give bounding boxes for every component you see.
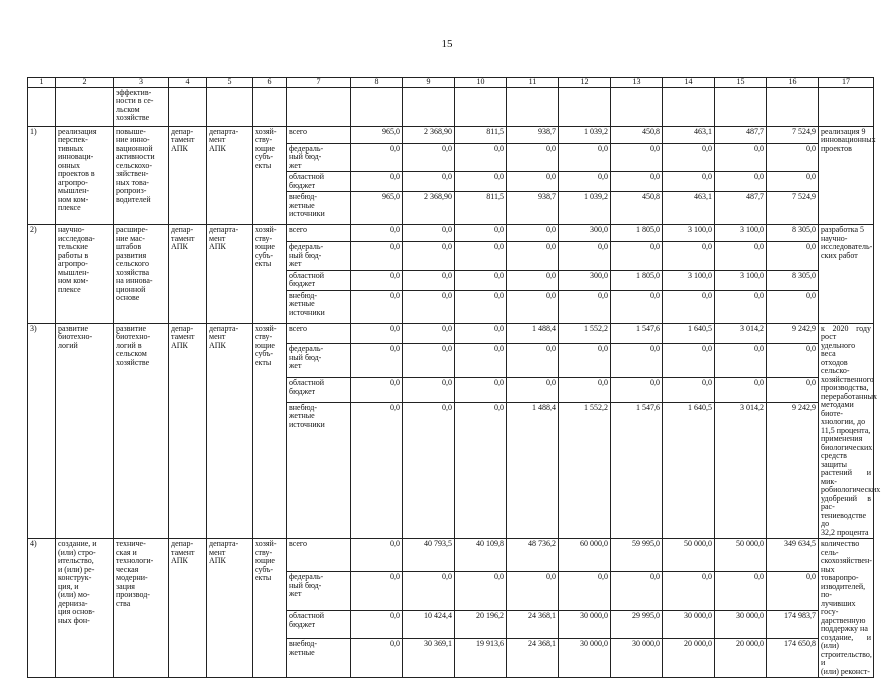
amount-cell: 0,0 xyxy=(663,290,715,323)
amount-cell: 0,0 xyxy=(559,572,611,611)
continuation-cell xyxy=(287,87,351,126)
amount-cell: 0,0 xyxy=(507,270,559,290)
funding-source: всего xyxy=(287,225,351,242)
column-header-13: 13 xyxy=(611,78,663,88)
funding-source: всего xyxy=(287,323,351,344)
continuation-cell xyxy=(253,87,287,126)
amount-cell: 0,0 xyxy=(455,402,507,538)
funding-source: областной бюджет xyxy=(287,378,351,402)
amount-cell: 0,0 xyxy=(403,242,455,271)
amount-cell: 50 000,0 xyxy=(715,539,767,572)
participants: хозяй- ству- ющие субъ- екты xyxy=(253,539,287,678)
amount-cell: 19 913,6 xyxy=(455,639,507,678)
program-table xyxy=(27,77,881,678)
amount-cell: 1 547,6 xyxy=(611,323,663,344)
amount-cell: 463,1 xyxy=(663,126,715,143)
measure-goal: техниче- ская и технологи- ческая модерни- зация производ- ства xyxy=(114,539,169,678)
amount-cell: 1 039,2 xyxy=(559,126,611,143)
co-executor: департа- мент АПК xyxy=(207,539,253,678)
amount-cell: 0,0 xyxy=(663,242,715,271)
amount-cell: 0,0 xyxy=(455,290,507,323)
amount-cell: 0,0 xyxy=(663,143,715,172)
amount-cell: 1 640,5 xyxy=(663,323,715,344)
page-number: 15 xyxy=(441,38,453,50)
expected-result: разработка 5 научно- исследователь- ских работ xyxy=(819,225,874,324)
amount-cell: 965,0 xyxy=(351,192,403,225)
amount-cell: 1 039,2 xyxy=(559,192,611,225)
amount-cell: 487,7 xyxy=(715,192,767,225)
continuation-cell xyxy=(767,87,819,126)
amount-cell: 0,0 xyxy=(403,143,455,172)
amount-cell: 0,0 xyxy=(663,378,715,402)
column-header-15: 15 xyxy=(715,78,767,88)
amount-cell: 0,0 xyxy=(767,242,819,271)
amount-cell: 0,0 xyxy=(351,378,403,402)
amount-cell: 0,0 xyxy=(351,290,403,323)
continuation-cell xyxy=(611,87,663,126)
amount-cell: 9 242,9 xyxy=(767,323,819,344)
continuation-cell xyxy=(403,87,455,126)
amount-cell: 0,0 xyxy=(611,290,663,323)
funding-source: всего xyxy=(287,539,351,572)
amount-cell: 0,0 xyxy=(559,378,611,402)
amount-cell: 0,0 xyxy=(403,402,455,538)
amount-cell: 30 000,0 xyxy=(715,611,767,639)
amount-cell: 59 995,0 xyxy=(611,539,663,572)
continuation-cell xyxy=(663,87,715,126)
amount-cell: 0,0 xyxy=(455,143,507,172)
amount-cell: 811,5 xyxy=(455,192,507,225)
amount-cell: 0,0 xyxy=(767,290,819,323)
participants: хозяй- ству- ющие субъ- екты xyxy=(253,323,287,539)
measure-name: создание, и (или) стро- ительство, и (или) ре- конструк- ция, и (или) мо- дерниза- ция основ- ных фон- xyxy=(56,539,114,678)
column-header-17: 17 xyxy=(819,78,874,88)
amount-cell: 30 000,0 xyxy=(559,639,611,678)
expected-result: количество сель- скохозяйствен- ных товаропро- изводителей, по- лучивших госу- дарственную поддержку на создание, и (или) строительство, и (или) реконст- xyxy=(819,539,874,678)
amount-cell: 0,0 xyxy=(715,242,767,271)
amount-cell: 9 242,9 xyxy=(767,402,819,538)
funding-source: федераль- ный бюд- жет xyxy=(287,143,351,172)
continuation-cell xyxy=(507,87,559,126)
amount-cell: 20 196,2 xyxy=(455,611,507,639)
amount-cell: 20 000,0 xyxy=(663,639,715,678)
amount-cell: 0,0 xyxy=(403,290,455,323)
column-header-4: 4 xyxy=(169,78,207,88)
column-header-7: 7 xyxy=(287,78,351,88)
amount-cell: 0,0 xyxy=(403,572,455,611)
amount-cell: 0,0 xyxy=(663,572,715,611)
amount-cell: 7 524,9 xyxy=(767,126,819,143)
amount-cell: 0,0 xyxy=(455,225,507,242)
amount-cell: 3 014,2 xyxy=(715,402,767,538)
amount-cell: 0,0 xyxy=(351,344,403,378)
amount-cell: 1 488,4 xyxy=(507,323,559,344)
row-number: 3) xyxy=(28,323,56,539)
amount-cell: 0,0 xyxy=(403,323,455,344)
table-row xyxy=(28,323,874,344)
amount-cell: 8 305,0 xyxy=(767,270,819,290)
amount-cell: 0,0 xyxy=(455,270,507,290)
funding-source: внебюд- жетные xyxy=(287,639,351,678)
amount-cell: 0,0 xyxy=(767,378,819,402)
continuation-cell xyxy=(28,87,56,126)
amount-cell: 3 014,2 xyxy=(715,323,767,344)
responsible-executor: депар- тамент АПК xyxy=(169,225,207,324)
amount-cell: 938,7 xyxy=(507,192,559,225)
amount-cell: 1 547,6 xyxy=(611,402,663,538)
expected-result: к 2020 году рост удельного веса отходов сельско- хозяйственного производства, переработанных методами биоте- хнологии, до 11,5 процента, применения биологических средств защиты растений и мик- робиологических удобрений в рас- тениеводстве до 32,2 процента xyxy=(819,323,874,539)
amount-cell: 2 368,90 xyxy=(403,126,455,143)
amount-cell: 0,0 xyxy=(351,143,403,172)
continuation-cell: эффектив- ности в се- льском хозяйстве xyxy=(114,87,169,126)
column-header-12: 12 xyxy=(559,78,611,88)
amount-cell: 0,0 xyxy=(455,172,507,192)
amount-cell: 0,0 xyxy=(403,270,455,290)
continuation-cell xyxy=(207,87,253,126)
table-row xyxy=(28,126,874,143)
measure-name: реализация перспек- тивных инноваци- онных проектов в агропро- мышлен- ном ком- плексе xyxy=(56,126,114,225)
responsible-executor: депар- тамент АПК xyxy=(169,126,207,225)
amount-cell: 0,0 xyxy=(663,172,715,192)
amount-cell: 0,0 xyxy=(403,225,455,242)
amount-cell: 20 000,0 xyxy=(715,639,767,678)
column-header-1: 1 xyxy=(28,78,56,88)
amount-cell: 0,0 xyxy=(767,172,819,192)
amount-cell: 0,0 xyxy=(351,572,403,611)
amount-cell: 0,0 xyxy=(611,172,663,192)
amount-cell: 0,0 xyxy=(455,323,507,344)
funding-source: областной бюджет xyxy=(287,611,351,639)
amount-cell: 24 368,1 xyxy=(507,611,559,639)
measure-name: научно- исследова- тельские работы в агропро- мышлен- ном ком- плексе xyxy=(56,225,114,324)
funding-source: областной бюджет xyxy=(287,270,351,290)
amount-cell: 0,0 xyxy=(351,611,403,639)
amount-cell: 0,0 xyxy=(351,270,403,290)
measure-name: развитие биотехно- логий xyxy=(56,323,114,539)
amount-cell: 0,0 xyxy=(611,378,663,402)
amount-cell: 0,0 xyxy=(403,344,455,378)
amount-cell: 29 995,0 xyxy=(611,611,663,639)
amount-cell: 0,0 xyxy=(663,344,715,378)
funding-source: внебюд- жетные источники xyxy=(287,290,351,323)
amount-cell: 0,0 xyxy=(455,572,507,611)
amount-cell: 0,0 xyxy=(507,290,559,323)
row-number: 2) xyxy=(28,225,56,324)
column-header-8: 8 xyxy=(351,78,403,88)
amount-cell: 1 805,0 xyxy=(611,270,663,290)
amount-cell: 24 368,1 xyxy=(507,639,559,678)
amount-cell: 30 000,0 xyxy=(611,639,663,678)
amount-cell: 0,0 xyxy=(403,172,455,192)
amount-cell: 965,0 xyxy=(351,126,403,143)
continuation-cell xyxy=(56,87,114,126)
continuation-cell xyxy=(351,87,403,126)
funding-source: федераль- ный бюд- жет xyxy=(287,572,351,611)
amount-cell: 1 488,4 xyxy=(507,402,559,538)
expected-result: реализация 9 инновационных проектов xyxy=(819,126,874,225)
amount-cell: 40 109,8 xyxy=(455,539,507,572)
column-header-16: 16 xyxy=(767,78,819,88)
funding-source: федераль- ный бюд- жет xyxy=(287,242,351,271)
amount-cell: 50 000,0 xyxy=(663,539,715,572)
co-executor: департа- мент АПК xyxy=(207,323,253,539)
amount-cell: 0,0 xyxy=(507,378,559,402)
amount-cell: 0,0 xyxy=(715,290,767,323)
amount-cell: 3 100,0 xyxy=(715,270,767,290)
amount-cell: 0,0 xyxy=(715,344,767,378)
amount-cell: 0,0 xyxy=(507,225,559,242)
amount-cell: 0,0 xyxy=(351,639,403,678)
amount-cell: 0,0 xyxy=(715,572,767,611)
amount-cell: 0,0 xyxy=(351,323,403,344)
amount-cell: 938,7 xyxy=(507,126,559,143)
continuation-cell xyxy=(559,87,611,126)
co-executor: департа- мент АПК xyxy=(207,126,253,225)
funding-source: федераль- ный бюд- жет xyxy=(287,344,351,378)
participants: хозяй- ству- ющие субъ- екты xyxy=(253,126,287,225)
amount-cell: 0,0 xyxy=(767,344,819,378)
funding-source: внебюд- жетные источники xyxy=(287,402,351,538)
amount-cell: 0,0 xyxy=(559,344,611,378)
amount-cell: 30 369,1 xyxy=(403,639,455,678)
amount-cell: 450,8 xyxy=(611,192,663,225)
row-number: 1) xyxy=(28,126,56,225)
amount-cell: 8 305,0 xyxy=(767,225,819,242)
amount-cell: 0,0 xyxy=(767,572,819,611)
amount-cell: 1 552,2 xyxy=(559,323,611,344)
co-executor: департа- мент АПК xyxy=(207,225,253,324)
amount-cell: 0,0 xyxy=(351,402,403,538)
amount-cell: 0,0 xyxy=(507,572,559,611)
amount-cell: 0,0 xyxy=(507,242,559,271)
funding-source: всего xyxy=(287,126,351,143)
column-header-9: 9 xyxy=(403,78,455,88)
amount-cell: 1 552,2 xyxy=(559,402,611,538)
amount-cell: 0,0 xyxy=(715,172,767,192)
responsible-executor: депар- тамент АПК xyxy=(169,539,207,678)
table-row xyxy=(28,539,874,572)
amount-cell: 0,0 xyxy=(455,242,507,271)
amount-cell: 1 640,5 xyxy=(663,402,715,538)
measure-goal: расшире- ние мас- штабов развития сельского хозяйства на иннова- ционной основе xyxy=(114,225,169,324)
amount-cell: 349 634,5 xyxy=(767,539,819,572)
column-header-2: 2 xyxy=(56,78,114,88)
amount-cell: 0,0 xyxy=(507,344,559,378)
amount-cell: 0,0 xyxy=(351,539,403,572)
amount-cell: 300,0 xyxy=(559,270,611,290)
amount-cell: 60 000,0 xyxy=(559,539,611,572)
amount-cell: 0,0 xyxy=(351,242,403,271)
table-row xyxy=(28,225,874,242)
amount-cell: 0,0 xyxy=(559,143,611,172)
amount-cell: 0,0 xyxy=(403,378,455,402)
amount-cell: 3 100,0 xyxy=(663,225,715,242)
amount-cell: 463,1 xyxy=(663,192,715,225)
measure-goal: развитие биотехно- логий в сельском хозяйстве xyxy=(114,323,169,539)
amount-cell: 0,0 xyxy=(611,344,663,378)
column-header-6: 6 xyxy=(253,78,287,88)
funding-source: областной бюджет xyxy=(287,172,351,192)
responsible-executor: депар- тамент АПК xyxy=(169,323,207,539)
amount-cell: 174 983,7 xyxy=(767,611,819,639)
amount-cell: 10 424,4 xyxy=(403,611,455,639)
funding-source: внебюд- жетные источники xyxy=(287,192,351,225)
amount-cell: 0,0 xyxy=(559,290,611,323)
amount-cell: 0,0 xyxy=(715,143,767,172)
continuation-cell xyxy=(715,87,767,126)
column-header-10: 10 xyxy=(455,78,507,88)
column-header-3: 3 xyxy=(114,78,169,88)
continuation-cell xyxy=(819,87,874,126)
amount-cell: 48 736,2 xyxy=(507,539,559,572)
amount-cell: 1 805,0 xyxy=(611,225,663,242)
amount-cell: 0,0 xyxy=(507,143,559,172)
amount-cell: 30 000,0 xyxy=(663,611,715,639)
amount-cell: 0,0 xyxy=(611,572,663,611)
continuation-cell xyxy=(455,87,507,126)
amount-cell: 0,0 xyxy=(351,225,403,242)
column-header-5: 5 xyxy=(207,78,253,88)
amount-cell: 0,0 xyxy=(351,172,403,192)
amount-cell: 0,0 xyxy=(559,242,611,271)
amount-cell: 0,0 xyxy=(611,242,663,271)
amount-cell: 300,0 xyxy=(559,225,611,242)
amount-cell: 0,0 xyxy=(611,143,663,172)
row-number: 4) xyxy=(28,539,56,678)
amount-cell: 0,0 xyxy=(767,143,819,172)
amount-cell: 3 100,0 xyxy=(663,270,715,290)
amount-cell: 811,5 xyxy=(455,126,507,143)
amount-cell: 0,0 xyxy=(507,172,559,192)
column-header-11: 11 xyxy=(507,78,559,88)
amount-cell: 487,7 xyxy=(715,126,767,143)
amount-cell: 174 650,8 xyxy=(767,639,819,678)
measure-goal: повыше- ние инно- вационной активности сельскохо- зяйствен- ных това- ропроиз- водителей xyxy=(114,126,169,225)
amount-cell: 0,0 xyxy=(455,378,507,402)
amount-cell: 0,0 xyxy=(715,378,767,402)
column-number-row xyxy=(28,78,874,88)
amount-cell: 0,0 xyxy=(455,344,507,378)
amount-cell: 450,8 xyxy=(611,126,663,143)
amount-cell: 2 368,90 xyxy=(403,192,455,225)
column-header-14: 14 xyxy=(663,78,715,88)
amount-cell: 7 524,9 xyxy=(767,192,819,225)
participants: хозяй- ству- ющие субъ- екты xyxy=(253,225,287,324)
continuation-cell xyxy=(169,87,207,126)
amount-cell: 0,0 xyxy=(559,172,611,192)
continuation-row xyxy=(28,87,874,126)
amount-cell: 30 000,0 xyxy=(559,611,611,639)
amount-cell: 3 100,0 xyxy=(715,225,767,242)
amount-cell: 40 793,5 xyxy=(403,539,455,572)
